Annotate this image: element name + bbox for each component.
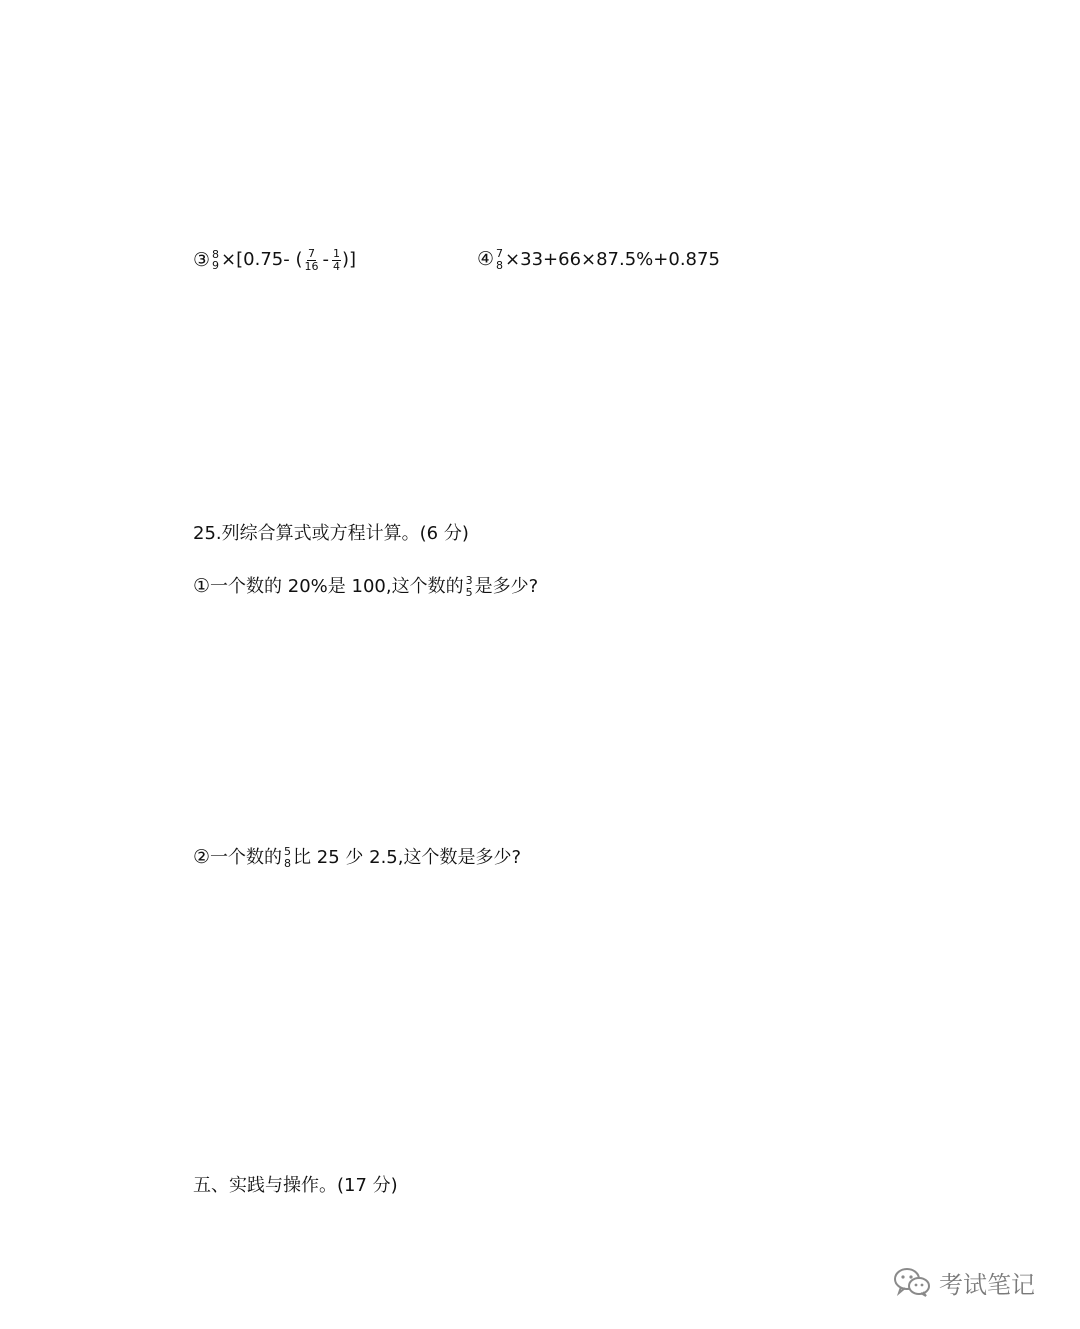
section-5-title: 五、实践与操作。(17 分) (193, 1175, 398, 1196)
part-1-marker: ① (193, 575, 211, 598)
fraction-7-16: $\frac{7}{16}$ (304, 247, 319, 273)
part-2-question: 比 25 少 2.5,这个数是多少? (293, 846, 522, 868)
watermark (893, 1260, 1035, 1304)
part-2-marker: ② (193, 846, 211, 869)
part-1-question: 是多少? (474, 575, 539, 597)
problem-4 (477, 248, 720, 271)
question-25-title: 25.列综合算式或方程计算。(6 分) (193, 523, 469, 544)
question-25-part-1 (193, 575, 538, 598)
question-25-part-2 (193, 846, 521, 869)
part-1-text: 一个数的 20%是 100,这个数的 (210, 575, 464, 597)
fraction-7-8: 7 8 (496, 247, 504, 272)
problem-3-expression: ×[0.75- ( (221, 249, 303, 271)
fraction-5-8: 5 8 (284, 845, 292, 870)
problem-3-closing: )] (341, 249, 357, 271)
fraction-1-4: $\frac{1}{4}$ (332, 247, 340, 273)
wechat-icon (893, 1266, 931, 1298)
problem-4-expression: ×33+66×87.5%+0.875 (505, 248, 720, 270)
watermark-text: 考试笔记 (939, 1270, 1035, 1299)
problem-4-marker: ④ (477, 248, 495, 271)
part-2-text: 一个数的 (210, 846, 283, 868)
minus-sign: - (322, 249, 329, 271)
fraction-8-9: 8 9 (212, 247, 220, 273)
fraction-3-5: 3 5 (465, 574, 473, 599)
problem-3-marker: ③ (193, 248, 211, 271)
problem-3 (193, 248, 356, 272)
